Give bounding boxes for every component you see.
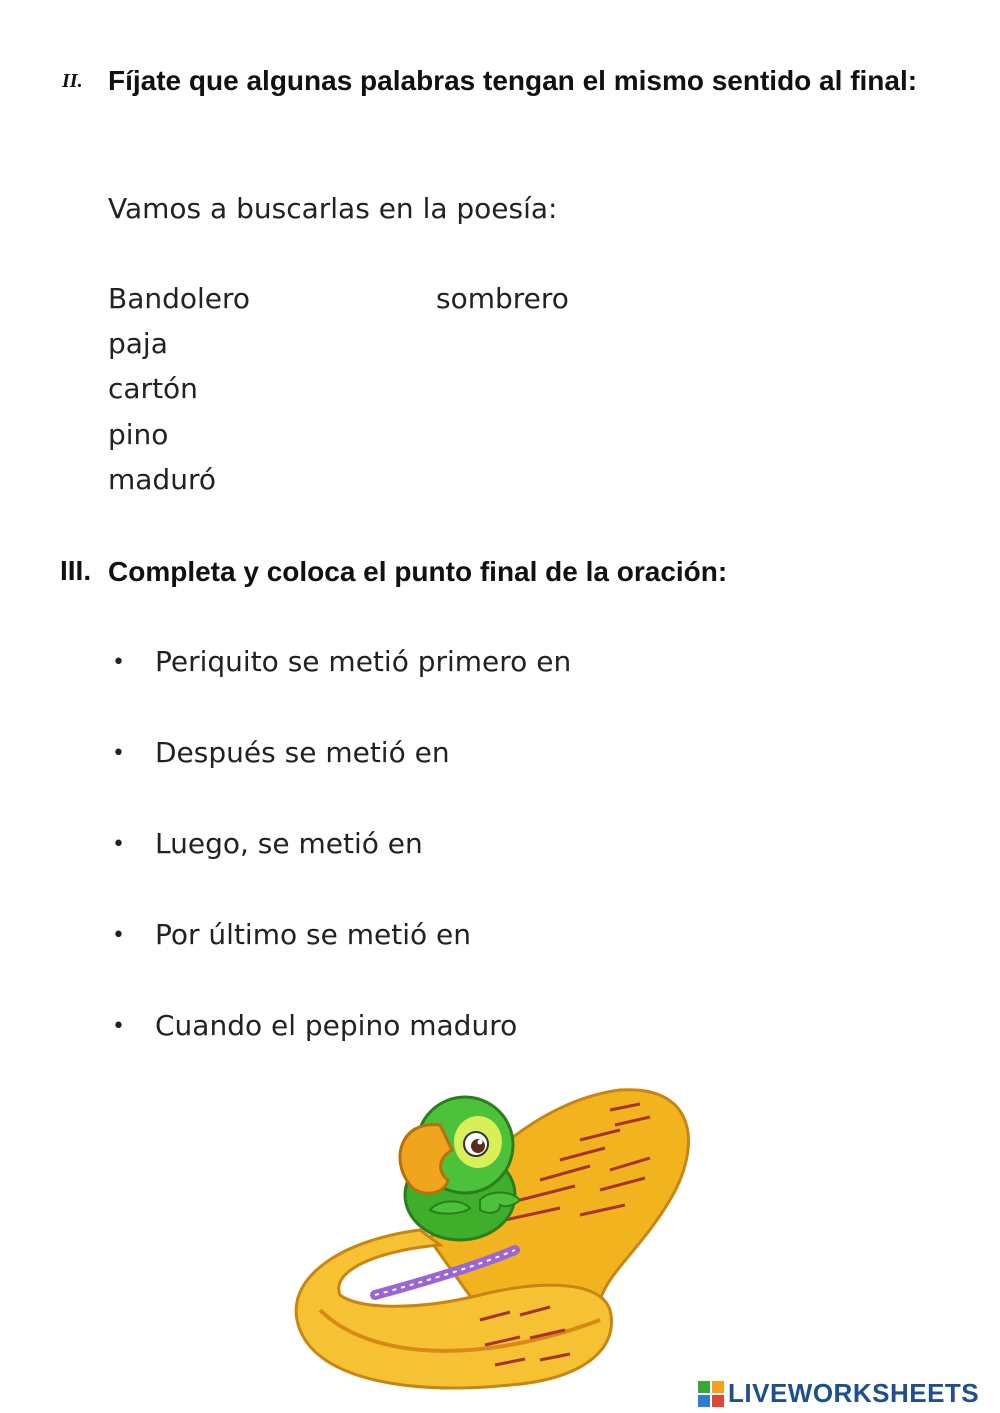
parrot-beak — [400, 1125, 452, 1194]
liveworksheets-logo — [698, 1378, 979, 1409]
section-2-number: II. — [62, 70, 83, 92]
liveworksheets-logo-icon — [698, 1381, 724, 1407]
parrot-in-hat-illustration — [280, 1080, 700, 1400]
word-item: maduró — [108, 463, 216, 496]
bullet-icon: • — [112, 741, 125, 766]
section-3-number: III. — [60, 555, 92, 586]
sentence-item: Por último se metió en — [155, 918, 471, 951]
section-2-intro: Vamos a buscarlas en la poesía: — [108, 192, 558, 225]
section-3-heading: Completa y coloca el punto final de la oración: — [108, 556, 728, 587]
section-2-heading: Fíjate que algunas palabras tengan el mismo sentido al final: — [108, 65, 918, 96]
sentence-item: Luego, se metió en — [155, 827, 423, 860]
sentence-item: Periquito se metió primero en — [155, 645, 572, 678]
word-match-example: sombrero — [436, 282, 569, 315]
word-item: paja — [108, 327, 168, 360]
word-item: Bandolero — [108, 282, 251, 315]
bullet-icon: • — [112, 1014, 125, 1039]
word-item: pino — [108, 418, 169, 451]
bullet-icon: • — [112, 650, 125, 675]
bullet-icon: • — [112, 832, 125, 857]
bullet-icon: • — [112, 923, 125, 948]
liveworksheets-logo-text: LIVEWORKSHEETS — [728, 1378, 980, 1408]
sentence-item: Cuando el pepino maduro — [155, 1009, 518, 1042]
word-item: cartón — [108, 372, 198, 405]
sentence-item: Después se metió en — [155, 736, 450, 769]
